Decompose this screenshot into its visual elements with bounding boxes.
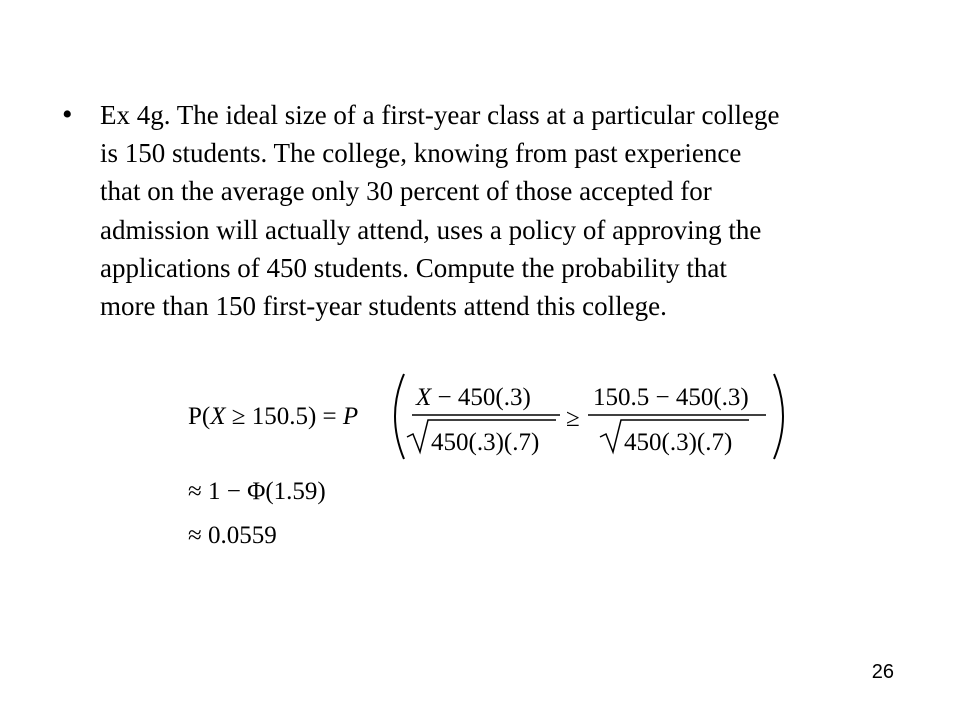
bullet-dot: • (62, 98, 73, 131)
right-paren (774, 374, 783, 459)
paragraph-line: Ex 4g. The ideal size of a first-year class at a particular college (100, 100, 780, 130)
paragraph-line: is 150 students. The college, knowing from past experience (100, 138, 742, 169)
formula-step-3: ≈ 0.0559 (188, 522, 277, 549)
formula-lhs: P(X ≥ 150.5) = P (188, 403, 359, 430)
fraction1-numerator: X − 450(.3) (416, 384, 531, 411)
paragraph-line: that on the average only 30 percent of those accepted for (100, 176, 712, 207)
fraction2-denominator: 450(.3)(.7) (624, 429, 733, 456)
geq-sign: ≥ (566, 405, 580, 432)
fraction1-denominator: 450(.3)(.7) (431, 429, 540, 456)
paragraph-line: admission will actually attend, uses a policy of approving the (100, 214, 762, 245)
paragraph-line: applications of 450 students. Compute the probability that (100, 252, 727, 283)
formula-step-2: ≈ 1 − Φ(1.59) (188, 478, 326, 505)
paragraph-line: more than 150 first-year students attend this college. (100, 291, 667, 322)
fraction2-numerator: 150.5 − 450(.3) (593, 384, 749, 411)
left-paren (395, 374, 404, 459)
page-number: 26 (871, 661, 894, 683)
